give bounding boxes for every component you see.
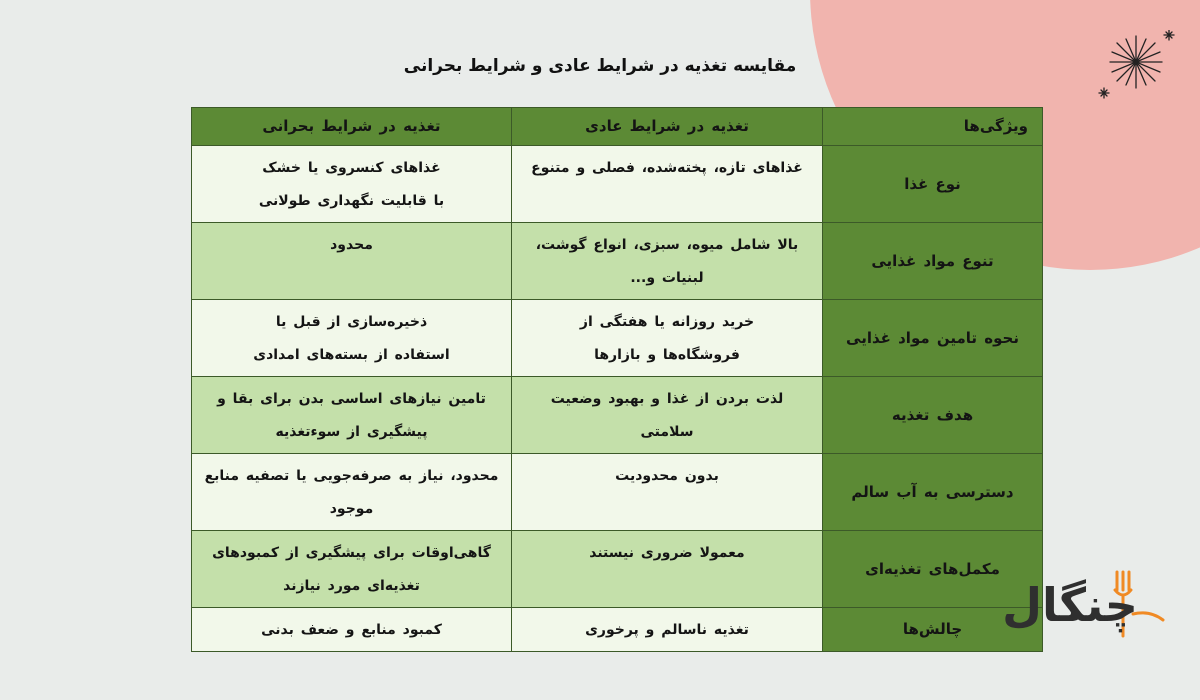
- feature-cell: نحوه تامین مواد غذایی: [823, 300, 1043, 377]
- header-features: ویژگی‌ها: [823, 108, 1043, 146]
- table-row: [192, 608, 1043, 652]
- feature-cell: تنوع مواد غذایی: [823, 223, 1043, 300]
- normal-cell: [512, 300, 823, 377]
- crisis-cell: [192, 531, 512, 608]
- crisis-cell-line: غذاهای کنسروی یا خشک: [262, 160, 441, 176]
- normal-cell-line: لذت بردن از غذا و بهبود وضعیت: [550, 391, 784, 407]
- normal-cell: [512, 454, 823, 531]
- crisis-cell-line: گاهی‌اوقات برای پیشگیری از کمبودهای: [212, 545, 491, 561]
- crisis-cell-line: تغذیه‌ای مورد نیازند: [283, 578, 420, 594]
- crisis-cell: [192, 608, 512, 652]
- feature-cell: دسترسی به آب سالم: [823, 454, 1043, 531]
- crisis-cell-line: تامین نیازهای اساسی بدن برای بقا و: [217, 391, 486, 407]
- table-row: [192, 454, 1043, 531]
- crisis-cell-line: با قابلیت نگهداری طولانی: [258, 193, 445, 209]
- crisis-cell: [192, 300, 512, 377]
- crisis-cell: [192, 146, 512, 223]
- logo-text: چنگال: [1002, 578, 1138, 632]
- crisis-cell: [192, 223, 512, 300]
- normal-cell-line: بدون محدودیت: [615, 468, 719, 484]
- crisis-cell-line: استفاده از بسته‌های امدادی: [253, 347, 450, 363]
- table-row: [192, 223, 1043, 300]
- normal-cell-line: غذاهای تازه، پخته‌شده، فصلی و متنوع: [531, 160, 803, 176]
- crisis-cell-line: موجود: [329, 501, 374, 517]
- comparison-table: [191, 107, 1043, 652]
- table-row: [192, 300, 1043, 377]
- feature-cell: نوع غذا: [823, 146, 1043, 223]
- page-title: مقایسه تغذیه در شرایط عادی و شرایط بحرانی: [403, 56, 797, 76]
- feature-cell: چالش‌ها: [823, 608, 1043, 652]
- normal-cell: [512, 608, 823, 652]
- crisis-cell: [192, 454, 512, 531]
- crisis-cell-line: محدود، نیاز به صرفه‌جویی یا تصفیه منابع: [204, 468, 499, 484]
- header-crisis: تغذیه در شرایط بحرانی: [192, 108, 512, 146]
- normal-cell-line: بالا شامل میوه، سبزی، انواع گوشت،: [535, 237, 799, 253]
- normal-cell-line: معمولا ضروری نیستند: [589, 545, 745, 561]
- feature-cell: هدف تغذیه: [823, 377, 1043, 454]
- crisis-cell-line: محدود: [330, 237, 373, 253]
- normal-cell-line: تغذیه ناسالم و پرخوری: [585, 622, 749, 638]
- normal-cell-line: سلامتی: [640, 424, 694, 440]
- normal-cell-line: لبنیات و...: [630, 270, 704, 286]
- feature-cell: مکمل‌های تغذیه‌ای: [823, 531, 1043, 608]
- normal-cell-line: خرید روزانه یا هفتگی از: [579, 314, 755, 330]
- normal-cell: [512, 223, 823, 300]
- table-row: [192, 377, 1043, 454]
- header-normal: تغذیه در شرایط عادی: [512, 108, 823, 146]
- normal-cell-line: فروشگاه‌ها و بازارها: [594, 347, 740, 363]
- table-header-row: [192, 108, 1043, 146]
- changal-logo: [985, 570, 1170, 655]
- crisis-cell-line: ذخیره‌سازی از قبل یا: [275, 314, 428, 330]
- normal-cell: [512, 377, 823, 454]
- crisis-cell-line: پیشگیری از سوءتغذیه: [275, 424, 428, 440]
- crisis-cell: [192, 377, 512, 454]
- normal-cell: [512, 531, 823, 608]
- table-row: [192, 146, 1043, 223]
- table-row: [192, 531, 1043, 608]
- normal-cell: [512, 146, 823, 223]
- crisis-cell-line: کمبود منابع و ضعف بدنی: [261, 622, 442, 638]
